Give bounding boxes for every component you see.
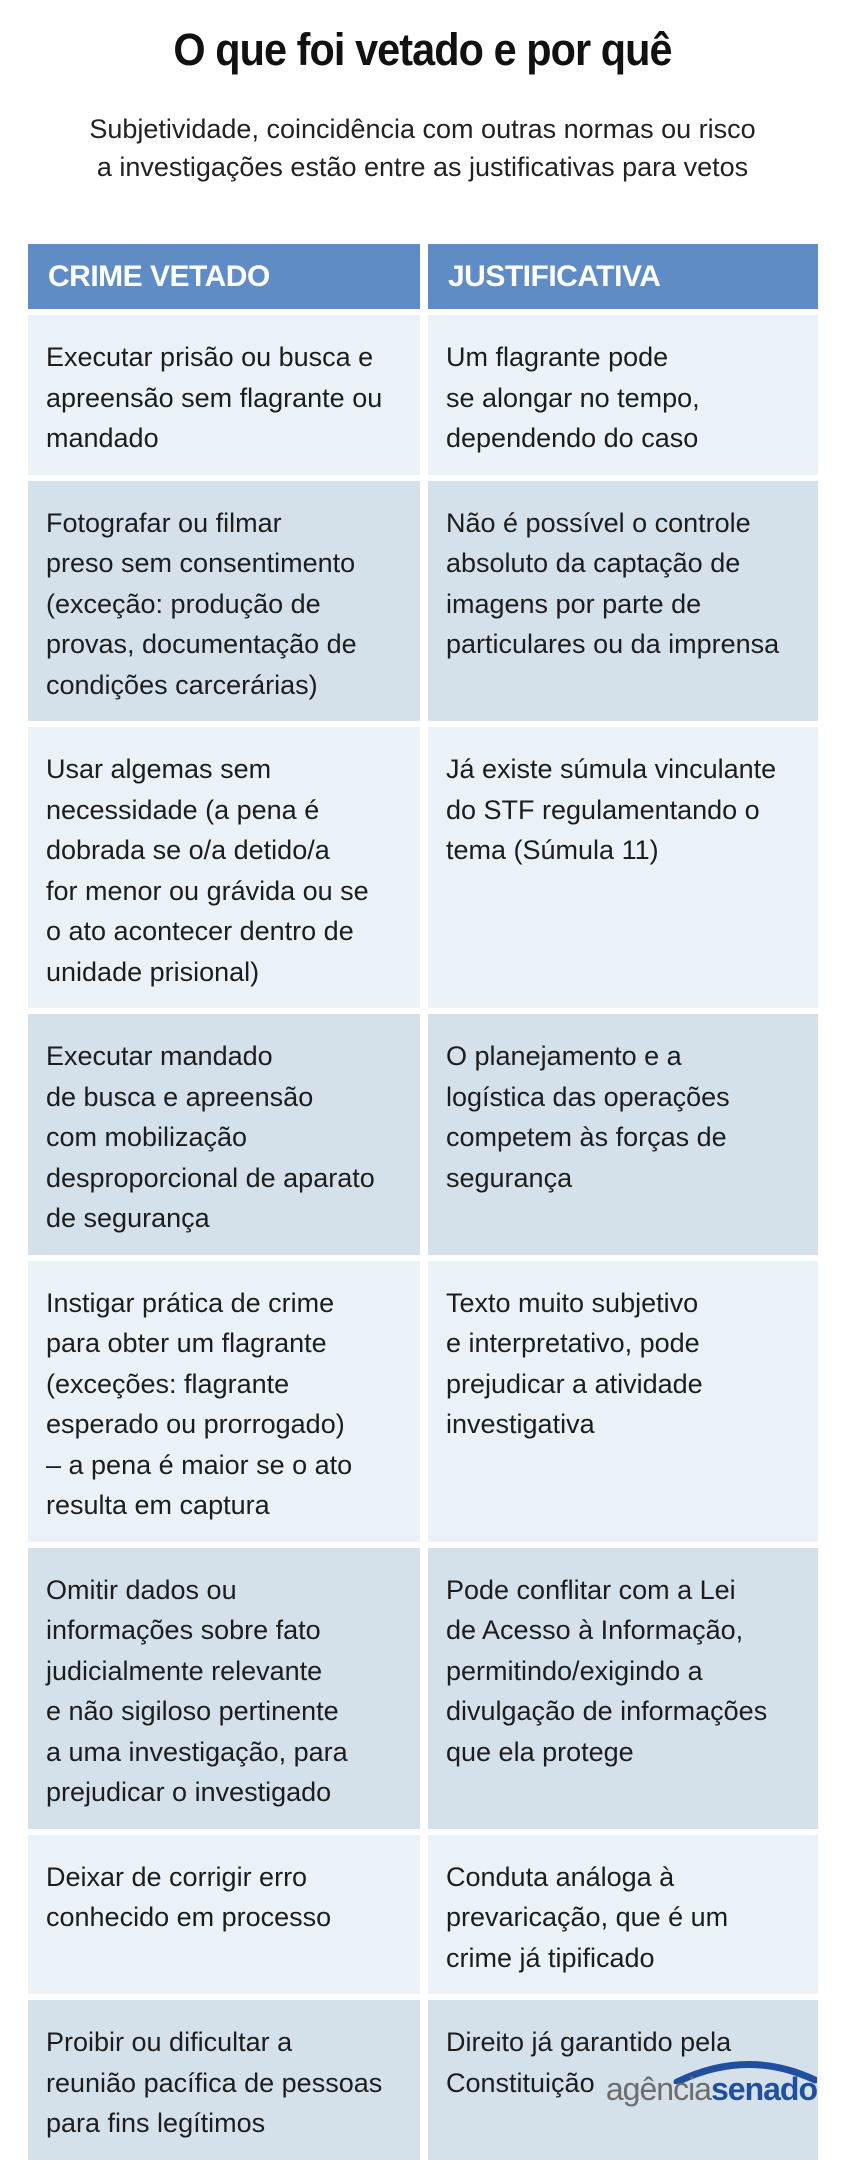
- cell-text-line: de segurança: [46, 1203, 210, 1233]
- cell-text-line: se alongar no tempo,: [446, 382, 700, 413]
- justification-cell: [428, 1548, 818, 1829]
- cell-text-line: O planejamento e a: [446, 1041, 682, 1071]
- cell-text-line: prejudicar a atividade: [446, 1368, 703, 1399]
- cell-text-line: dobrada se o/a detido/a: [46, 835, 330, 865]
- cell-text-line: (exceção: produção de: [46, 588, 321, 619]
- crime-cell: [28, 481, 420, 722]
- crime-cell: [28, 1548, 420, 1829]
- cell-text-line: o ato acontecer dentro de: [46, 916, 354, 946]
- cell-text-line: conhecido em processo: [46, 1902, 332, 1932]
- cell-text-line: de busca e apreensão: [46, 1081, 314, 1112]
- cell-text-line: investigativa: [446, 1409, 595, 1439]
- cell-text-line: condições carcerárias): [46, 669, 318, 700]
- cell-text-line: Usar algemas sem: [46, 754, 272, 784]
- column-header-justification: JUSTIFICATIVA: [428, 244, 818, 309]
- cell-text-line: unidade prisional): [46, 956, 260, 987]
- crime-cell: [28, 1835, 420, 1995]
- cell-text-line: prejudicar o investigado: [46, 1777, 332, 1807]
- cell-text-line: prevaricação, que é um: [446, 1902, 729, 1932]
- cell-text-line: divulgação de informações: [446, 1696, 768, 1726]
- cell-text-line: Fotografar ou filmar: [46, 507, 282, 538]
- subtitle-line: a investigações estão entre as justificativas para vetos: [96, 152, 749, 182]
- cell-text-line: logística das operações: [446, 1081, 730, 1112]
- cell-text-line: Conduta análoga à: [446, 1861, 675, 1892]
- crime-cell: [28, 1261, 420, 1542]
- cell-text-line: dependendo do caso: [446, 423, 699, 453]
- cell-text-line: absoluto da captação de: [446, 548, 741, 578]
- justification-cell: [428, 1261, 818, 1542]
- justification-cell: [428, 315, 818, 475]
- cell-text-line: informações sobre fato: [46, 1615, 321, 1645]
- cell-text-line: particulares ou da imprensa: [446, 629, 780, 659]
- logo-text-agencia: agência: [605, 2071, 711, 2107]
- cell-text-line: Executar prisão ou busca e: [46, 342, 374, 372]
- table-body: [28, 315, 818, 2160]
- cell-text-line: Instigar prática de crime: [46, 1287, 335, 1318]
- crime-cell: [28, 727, 420, 1008]
- cell-text-line: Deixar de corrigir erro: [46, 1861, 308, 1892]
- logo-text-senado: senado: [710, 2071, 817, 2107]
- cell-text-line: desproporcional de aparato: [46, 1162, 375, 1193]
- cell-text-line: reunião pacífica de pessoas: [46, 2067, 383, 2098]
- cell-text-line: preso sem consentimento: [46, 548, 356, 578]
- cell-text-line: imagens por parte de: [446, 588, 702, 619]
- cell-text-line: Constituição: [446, 2067, 595, 2098]
- cell-text-line: provas, documentação de: [46, 629, 357, 659]
- cell-text-line: de Acesso à Informação,: [446, 1615, 744, 1645]
- cell-text-line: for menor ou grávida ou se: [46, 875, 369, 906]
- page-subtitle: [0, 110, 845, 186]
- table-row: [28, 1548, 818, 1829]
- table-row: [28, 1261, 818, 1542]
- logo-text: [606, 2071, 817, 2108]
- cell-text-line: para fins legítimos: [46, 2108, 266, 2138]
- cell-text-line: a uma investigação, para: [46, 1736, 348, 1767]
- crime-cell: [28, 1014, 420, 1255]
- cell-text-line: e interpretativo, pode: [446, 1328, 700, 1358]
- cell-text-line: e não sigiloso pertinente: [46, 1696, 339, 1726]
- veto-table: [28, 244, 818, 2166]
- cell-text-line: competem às forças de: [446, 1122, 727, 1152]
- cell-text-line: permitindo/exigindo a: [446, 1655, 703, 1686]
- cell-text-line: crime já tipificado: [446, 1942, 655, 1973]
- cell-text-line: judicialmente relevante: [46, 1655, 323, 1686]
- cell-text-line: – a pena é maior se o ato: [46, 1449, 353, 1480]
- cell-text-line: (exceções: flagrante: [46, 1368, 290, 1399]
- cell-text-line: apreensão sem flagrante ou: [46, 382, 383, 413]
- table-row: [28, 727, 818, 1008]
- table-row: [28, 1014, 818, 1255]
- cell-text-line: segurança: [446, 1162, 573, 1193]
- cell-text-line: para obter um flagrante: [46, 1328, 327, 1358]
- cell-text-line: Direito já garantido pela: [446, 2027, 732, 2057]
- table-row: [28, 481, 818, 722]
- cell-text-line: que ela protege: [446, 1736, 634, 1767]
- justification-cell: [428, 481, 818, 722]
- table-row: [28, 315, 818, 475]
- cell-text-line: Não é possível o controle: [446, 507, 751, 538]
- crime-cell: [28, 315, 420, 475]
- cell-text-line: necessidade (a pena é: [46, 794, 320, 825]
- cell-text-line: com mobilização: [46, 1122, 248, 1152]
- table-header-row: [28, 244, 818, 309]
- agencia-senado-logo: [577, 2054, 817, 2114]
- cell-text-line: Executar mandado: [46, 1041, 273, 1071]
- cell-text-line: Texto muito subjetivo: [446, 1287, 699, 1318]
- cell-text-line: Omitir dados ou: [46, 1574, 237, 1605]
- justification-cell: [428, 1014, 818, 1255]
- cell-text-line: Já existe súmula vinculante: [446, 754, 777, 784]
- cell-text-line: do STF regulamentando o: [446, 794, 760, 825]
- cell-text-line: esperado ou prorrogado): [46, 1409, 345, 1439]
- cell-text-line: mandado: [46, 423, 159, 453]
- subtitle-line: Subjetividade, coincidência com outras normas ou risco: [89, 114, 756, 144]
- cell-text-line: Um flagrante pode: [446, 342, 669, 372]
- table-row: [28, 1835, 818, 1995]
- column-header-crime: CRIME VETADO: [28, 244, 420, 309]
- crime-cell: [28, 2000, 420, 2160]
- page-title: O que foi vetado e por quê: [173, 24, 672, 75]
- justification-cell: [428, 1835, 818, 1995]
- cell-text-line: resulta em captura: [46, 1490, 270, 1520]
- cell-text-line: tema (Súmula 11): [446, 835, 659, 865]
- cell-text-line: Proibir ou dificultar a: [46, 2027, 293, 2057]
- cell-text-line: Pode conflitar com a Lei: [446, 1574, 736, 1605]
- justification-cell: [428, 727, 818, 1008]
